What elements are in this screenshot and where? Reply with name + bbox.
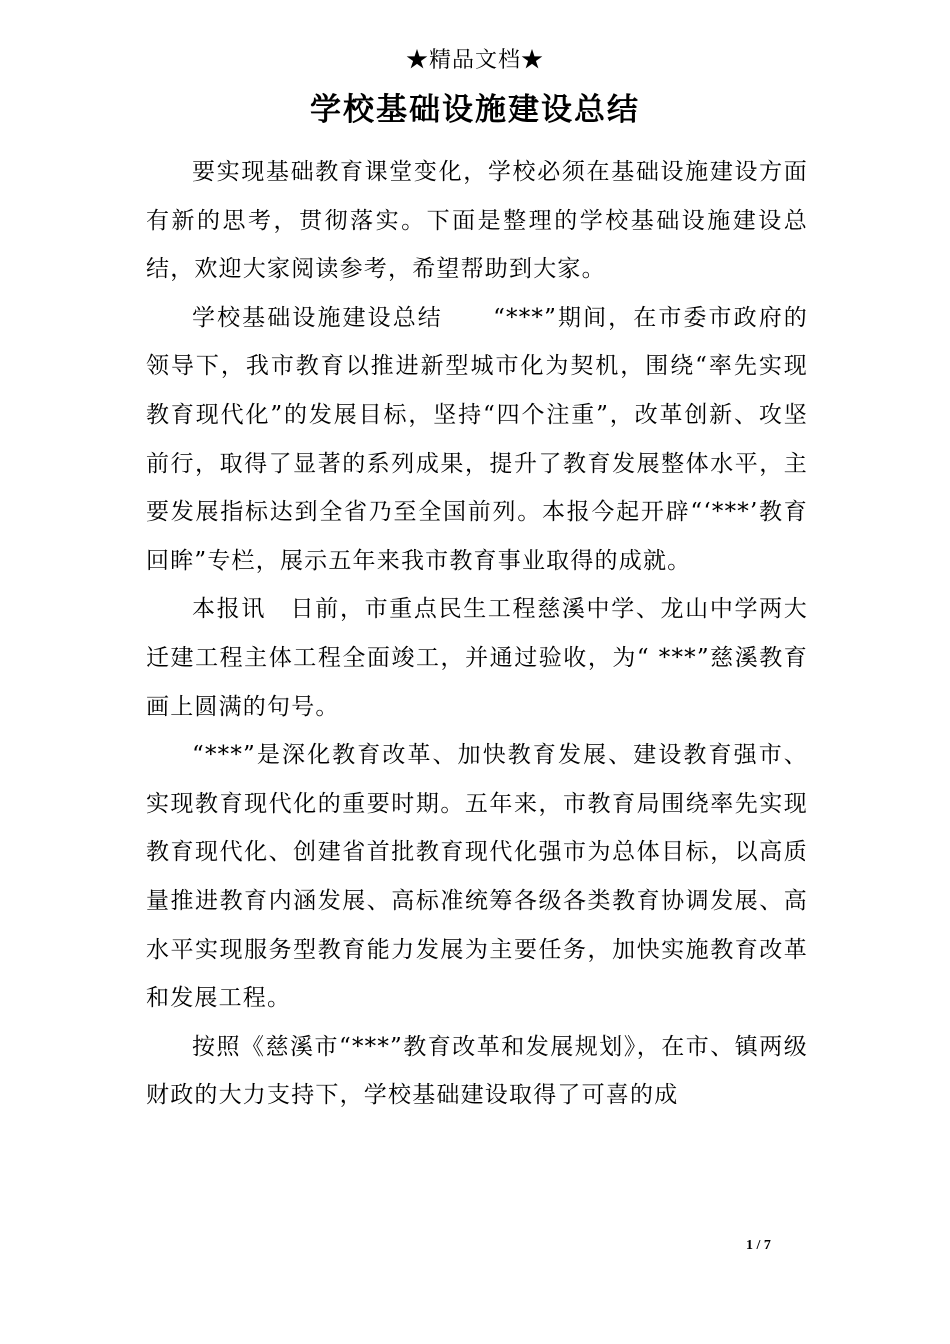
- document-body: [146, 148, 808, 1120]
- page-header: ★精品文档★: [405, 48, 544, 73]
- paragraph-summary: 学校基础设施建设总结 “***”期间，在市委市政府的领导下，我市教育以推进新型城市化为契机，围绕“率先实现教育现代化”的发展目标，坚持“四个注重”，改革创新、攻坚前行，取得了显著的系列成果，提升了教育发展整体水平，主要发展指标达到全省乃至全国前列。本报今起开辟“‘***’教育回眸”专栏，展示五年来我市教育事业取得的成就。: [146, 304, 808, 574]
- paragraph-goals: “***”是深化教育改革、加快教育发展、建设教育强市、实现教育现代化的重要时期。五年来，市教育局围绕率先实现教育现代化、创建省首批教育现代化强市为总体目标，以高质量推进教育内涵发展、高标准统筹各级各类教育协调发展、高水平实现服务型教育能力发展为主要任务，加快实施教育改革和发展工程。: [146, 742, 808, 1012]
- paragraph-news: 本报讯 日前，市重点民生工程慈溪中学、龙山中学两大迁建工程主体工程全面竣工，并通过验收，为“ ***”慈溪教育画上圆满的句号。: [146, 596, 808, 720]
- paragraph-plan: 按照《慈溪市“***”教育改革和发展规划》，在市、镇两级财政的大力支持下，学校基础建设取得了可喜的成: [146, 1033, 808, 1109]
- document-title: 学校基础设施建设总结: [310, 92, 640, 128]
- paragraph-intro: 要实现基础教育课堂变化，学校必须在基础设施建设方面有新的思考，贯彻落实。下面是整理的学校基础设施建设总结，欢迎大家阅读参考，希望帮助到大家。: [146, 159, 808, 283]
- page-number: 1 / 7: [746, 1238, 771, 1253]
